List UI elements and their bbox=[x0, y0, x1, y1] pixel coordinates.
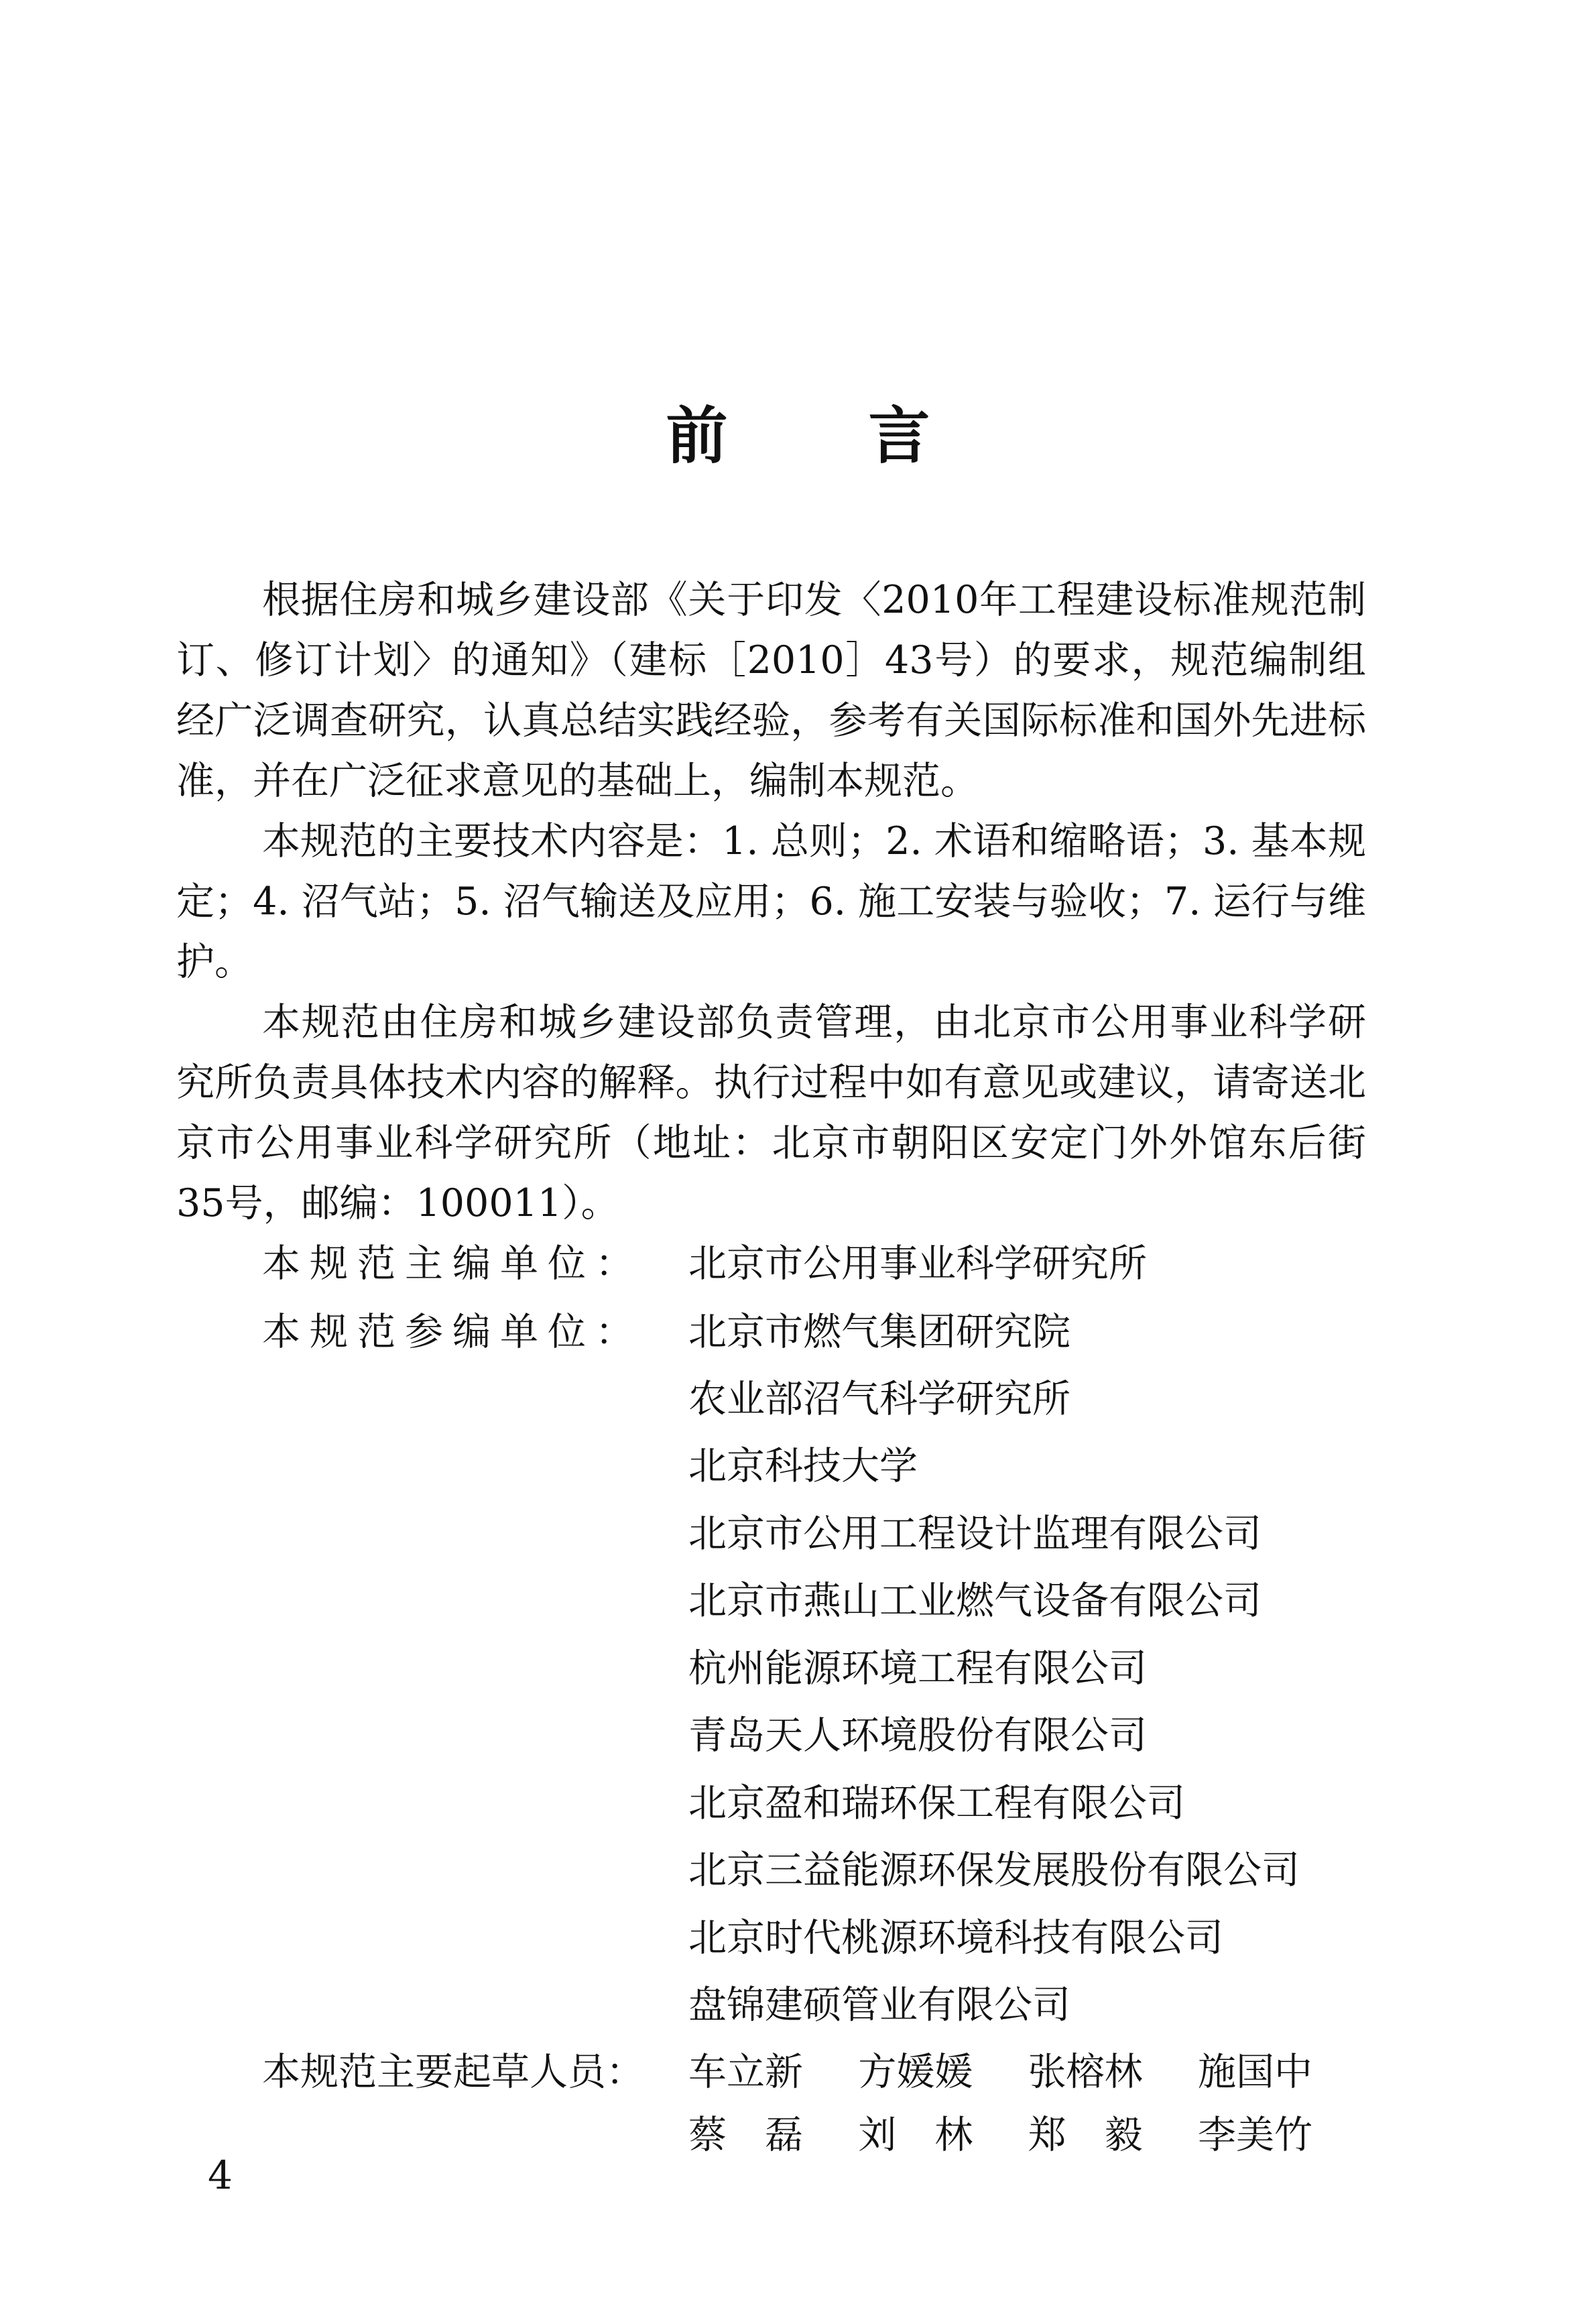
participating-unit: 青岛天人环境股份有限公司 bbox=[688, 1713, 1147, 1758]
page-title: 前言 bbox=[666, 400, 1071, 472]
participating-unit: 北京科技大学 bbox=[688, 1444, 918, 1488]
drafter-name: 车立新 bbox=[688, 2050, 803, 2094]
paragraph-text: 本规范的主要技术内容是：1. 总则；2. 术语和缩略语；3. 基本规定；4. 沼气站；5. 沼气输送及应用；6. 施工安装与验收；7. 运行与维护。 bbox=[176, 819, 1366, 984]
paragraph-text: 本规范由住房和城乡建设部负责管理，由北京市公用事业科学研究所负责具体技术内容的解释。执行过程中如有意见或建议，请寄送北京市公用事业科学研究所（地址：北京市朝阳区安定门外外馆东后街35号，邮编：100011）。 bbox=[176, 1000, 1366, 1225]
drafters-label: 本规范主要起草人员： bbox=[262, 2050, 644, 2094]
paragraph-management bbox=[176, 992, 1366, 1233]
participating-label: 本规范参编单位： bbox=[262, 1310, 643, 1354]
participating-unit: 北京市燃气集团研究院 bbox=[688, 1310, 1070, 1354]
drafter-name: 蔡 磊 bbox=[688, 2113, 803, 2157]
participating-unit: 盘锦建硕管业有限公司 bbox=[688, 1983, 1070, 2027]
drafter-name: 张榕林 bbox=[1028, 2050, 1143, 2094]
chief-editor-label: 本规范主编单位： bbox=[262, 1241, 643, 1286]
drafters-row bbox=[688, 2105, 1332, 2165]
participating-unit: 北京盈和瑞环保工程有限公司 bbox=[688, 1781, 1185, 1825]
drafter-name: 刘 林 bbox=[858, 2113, 973, 2157]
participating-unit: 北京市公用工程设计监理有限公司 bbox=[688, 1512, 1262, 1556]
paragraph-contents bbox=[176, 811, 1366, 992]
page-number: 4 bbox=[208, 2152, 233, 2198]
chief-editor-unit: 北京市公用事业科学研究所 bbox=[688, 1241, 1147, 1286]
drafter-name: 李美竹 bbox=[1197, 2113, 1312, 2157]
participating-unit: 北京市燕山工业燃气设备有限公司 bbox=[688, 1579, 1262, 1623]
participating-unit: 农业部沼气科学研究所 bbox=[688, 1377, 1070, 1421]
paragraph-basis bbox=[176, 570, 1366, 811]
paragraph-text: 根据住房和城乡建设部《关于印发〈2010年工程建设标准规范制订、修订计划〉的通知》（建标［2010］43号）的要求，规范编制组经广泛调查研究，认真总结实践经验，参考有关国际标准和国外先进标准，并在广泛征求意见的基础上，编制本规范。 bbox=[176, 578, 1366, 803]
drafter-name: 方媛媛 bbox=[858, 2050, 973, 2094]
participating-unit: 北京时代桃源环境科技有限公司 bbox=[688, 1916, 1223, 1960]
drafter-name: 施国中 bbox=[1197, 2050, 1312, 2094]
drafter-name: 郑 毅 bbox=[1028, 2113, 1143, 2157]
participating-unit: 北京三益能源环保发展股份有限公司 bbox=[688, 1848, 1300, 1892]
participating-unit: 杭州能源环境工程有限公司 bbox=[688, 1646, 1147, 1691]
drafters-row bbox=[688, 2042, 1332, 2102]
